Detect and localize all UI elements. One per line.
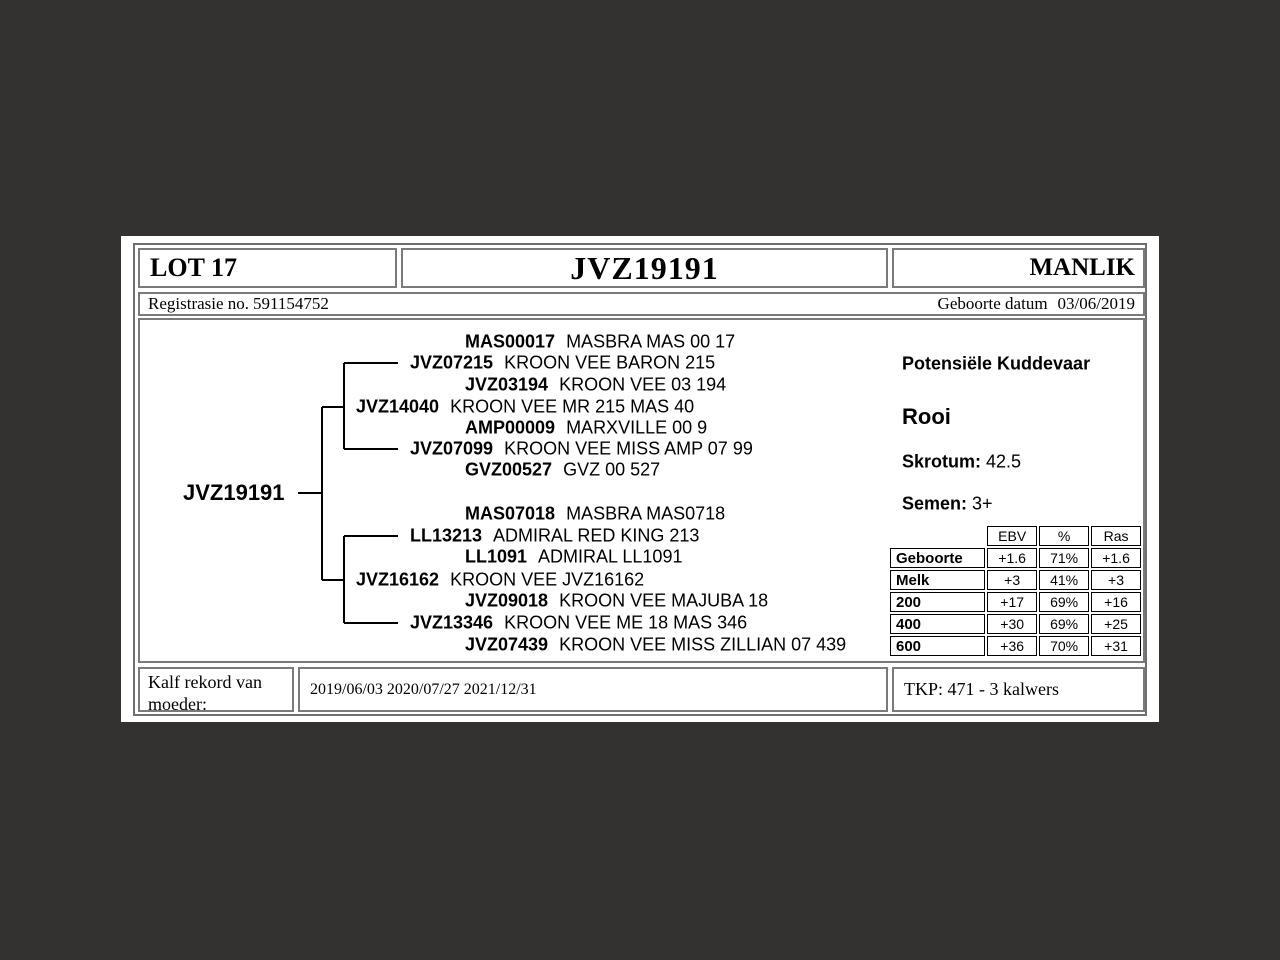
ebv-accuracy: 41%: [1039, 570, 1089, 590]
semen-rating: [902, 494, 993, 515]
coat-color-label: Rooi: [902, 404, 951, 429]
pedigree-entry: [465, 547, 682, 568]
tkp-calving-interval: TKP: 471 - 3 kalwers: [892, 667, 1145, 712]
animal-name: KROON VEE MAJUBA 18: [559, 590, 769, 611]
ebv-row-melk: [890, 570, 1141, 590]
ebv-row-200: [890, 592, 1141, 612]
ebv-value: +3: [987, 570, 1037, 590]
ebv-breed-avg: +1.6: [1091, 548, 1141, 568]
animal-id: MAS00017: [465, 331, 556, 352]
animal-name: MARXVILLE 00 9: [566, 417, 708, 438]
ebv-table: [888, 524, 1143, 658]
animal-id: JVZ16162: [356, 569, 440, 590]
page-title-animal-id: JVZ19191: [401, 248, 888, 288]
ebv-col-header: EBV: [987, 526, 1037, 546]
registration-number: [148, 294, 333, 314]
ebv-row-label: Melk: [890, 570, 985, 590]
registration-row: [138, 292, 1145, 316]
pedigree-entry: [410, 613, 747, 634]
pedigree-entry: [410, 439, 753, 460]
ebv-accuracy: 69%: [1039, 614, 1089, 634]
pedigree-entry: [465, 591, 768, 612]
pedigree-entry: [465, 332, 735, 353]
birth-date-value: 03/06/2019: [1057, 294, 1135, 313]
ebv-blank-corner: [890, 526, 985, 546]
ebv-row-400: [890, 614, 1141, 634]
pedigree-entry: [465, 635, 846, 656]
animal-id: JVZ14040: [356, 396, 440, 417]
pedigree-panel: [138, 318, 1145, 663]
pedigree-entry: [465, 375, 726, 396]
pedigree-entry: [465, 504, 725, 525]
animal-id: AMP00009: [465, 417, 556, 438]
animal-name: ADMIRAL LL1091: [538, 546, 683, 567]
animal-id: JVZ13346: [410, 612, 494, 633]
animal-name: KROON VEE JVZ16162: [450, 569, 645, 590]
animal-id: JVZ07439: [465, 634, 549, 655]
animal-name: KROON VEE MR 215 MAS 40: [450, 396, 695, 417]
animal-name: KROON VEE MISS ZILLIAN 07 439: [559, 634, 847, 655]
ebv-row-geboorte: [890, 548, 1141, 568]
ebv-value: +17: [987, 592, 1037, 612]
calf-record-dates: 2019/06/03 2020/07/27 2021/12/31: [298, 667, 888, 712]
pedigree-subject: JVZ19191: [183, 480, 285, 505]
ebv-row-600: [890, 636, 1141, 656]
birth-date-label: Geboorte datum: [937, 294, 1048, 313]
animal-name: GVZ 00 527: [563, 459, 661, 480]
ebv-value: +1.6: [987, 548, 1037, 568]
semen-value: 3+: [972, 493, 993, 514]
ebv-breed-avg: +25: [1091, 614, 1141, 634]
potential-herd-sire-label: Potensiële Kuddevaar: [902, 353, 1091, 374]
semen-label: Semen:: [902, 493, 968, 514]
animal-id: JVZ03194: [465, 374, 549, 395]
ebv-col-header: %: [1039, 526, 1089, 546]
animal-id: JVZ07099: [410, 438, 494, 459]
lot-number: LOT 17: [138, 248, 397, 288]
registration-label: Registrasie no.: [148, 294, 250, 313]
animal-name: MASBRA MAS 00 17: [566, 331, 736, 352]
animal-name: KROON VEE MISS AMP 07 99: [504, 438, 753, 459]
ebv-breed-avg: +16: [1091, 592, 1141, 612]
pedigree-entry: [465, 418, 707, 439]
ebv-value: +30: [987, 614, 1037, 634]
sex-label: MANLIK: [892, 248, 1145, 288]
ebv-accuracy: 69%: [1039, 592, 1089, 612]
ebv-row-label: Geboorte: [890, 548, 985, 568]
scrotum-measurement: [902, 452, 1021, 473]
animal-name: KROON VEE 03 194: [559, 374, 727, 395]
animal-id: JVZ09018: [465, 590, 549, 611]
catalog-page: [121, 236, 1159, 722]
scrotum-label: Skrotum:: [902, 451, 982, 472]
animal-id: LL13213: [410, 525, 483, 546]
ebv-accuracy: 71%: [1039, 548, 1089, 568]
ebv-col-header: Ras: [1091, 526, 1141, 546]
animal-name: MASBRA MAS0718: [566, 503, 726, 524]
animal-id: LL1091: [465, 546, 528, 567]
animal-id: GVZ00527: [465, 459, 553, 480]
pedigree-entry: [465, 460, 660, 481]
animal-name: KROON VEE BARON 215: [504, 352, 716, 373]
ebv-breed-avg: +31: [1091, 636, 1141, 656]
pedigree-entry-sire: [356, 397, 694, 418]
scrotum-value: 42.5: [986, 451, 1022, 472]
pedigree-entry: [410, 353, 715, 374]
ebv-row-label: 400: [890, 614, 985, 634]
ebv-header-row: [890, 526, 1141, 546]
animal-id: JVZ07215: [410, 352, 494, 373]
ebv-accuracy: 70%: [1039, 636, 1089, 656]
ebv-row-label: 600: [890, 636, 985, 656]
animal-name: ADMIRAL RED KING 213: [493, 525, 700, 546]
pedigree-entry-dam: [356, 570, 644, 591]
ebv-value: +36: [987, 636, 1037, 656]
animal-name: KROON VEE ME 18 MAS 346: [504, 612, 748, 633]
registration-value: 591154752: [253, 294, 329, 313]
ebv-row-label: 200: [890, 592, 985, 612]
birth-date: [934, 294, 1135, 314]
calf-record-label: Kalf rekord van moeder:: [138, 667, 294, 712]
ebv-breed-avg: +3: [1091, 570, 1141, 590]
pedigree-entry: [410, 526, 699, 547]
animal-id: MAS07018: [465, 503, 556, 524]
